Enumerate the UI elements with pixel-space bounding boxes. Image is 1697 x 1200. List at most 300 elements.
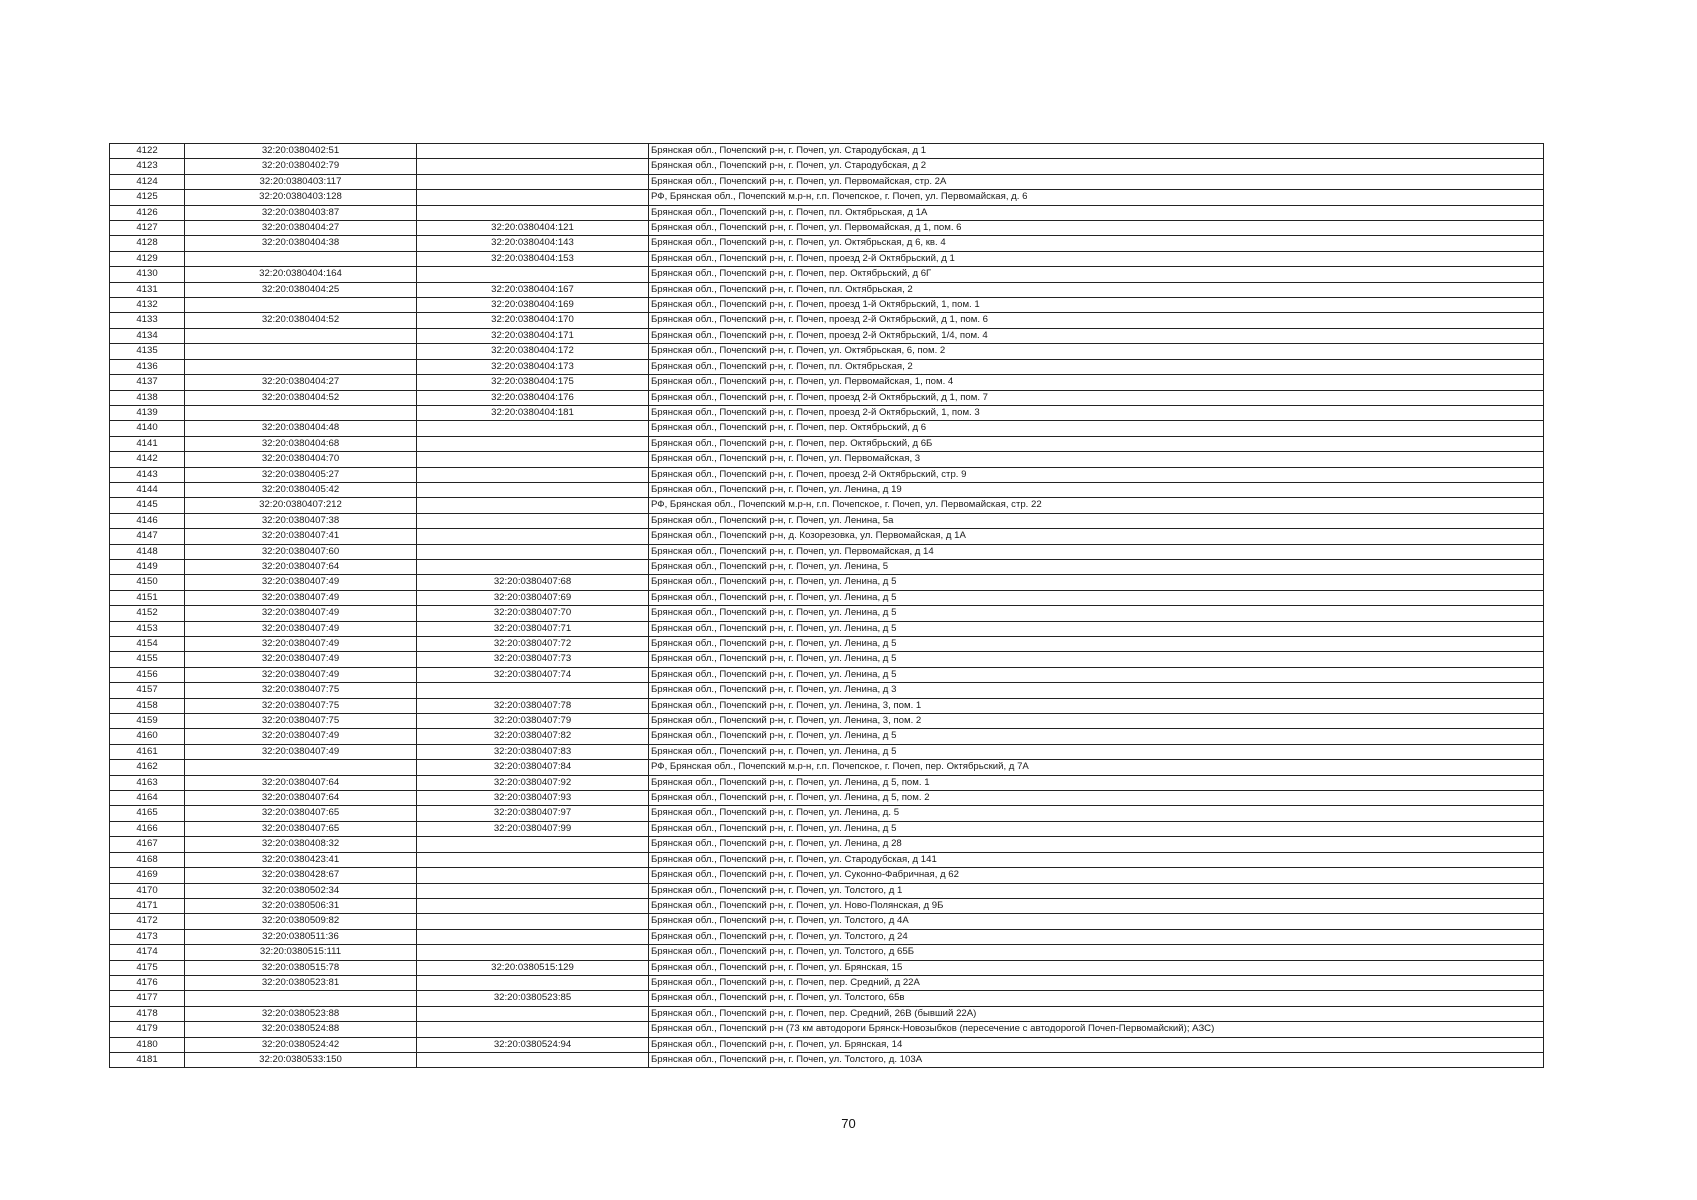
row-number-cell: 4173: [110, 929, 185, 944]
table-row: [110, 729, 1544, 744]
row-number-cell: 4162: [110, 760, 185, 775]
address-cell: Брянская обл., Почепский р-н, г. Почеп, ул. Ленина, 5а: [649, 513, 1544, 528]
cadastral-number-cell: 32:20:0380403:117: [185, 174, 417, 189]
cadastral-number-cell: 32:20:0380407:60: [185, 544, 417, 559]
table-row: [110, 544, 1544, 559]
object-cadastral-number-cell: 32:20:0380407:82: [417, 729, 649, 744]
table-row: [110, 714, 1544, 729]
cadastral-number-cell: 32:20:0380407:64: [185, 775, 417, 790]
table-row: [110, 328, 1544, 343]
table-row: [110, 606, 1544, 621]
table-row: [110, 991, 1544, 1006]
row-number-cell: 4144: [110, 482, 185, 497]
object-cadastral-number-cell: 32:20:0380407:97: [417, 806, 649, 821]
table-row: [110, 760, 1544, 775]
object-cadastral-number-cell: 32:20:0380515:129: [417, 960, 649, 975]
table-row: [110, 945, 1544, 960]
row-number-cell: 4141: [110, 436, 185, 451]
table-row: [110, 775, 1544, 790]
object-cadastral-number-cell: 32:20:0380407:68: [417, 575, 649, 590]
row-number-cell: 4142: [110, 452, 185, 467]
row-number-cell: 4125: [110, 190, 185, 205]
table-row: [110, 960, 1544, 975]
cadastral-number-cell: [185, 328, 417, 343]
address-cell: Брянская обл., Почепский р-н, г. Почеп, ул. Ленина, д 19: [649, 482, 1544, 497]
table-row: [110, 852, 1544, 867]
address-cell: Брянская обл., Почепский р-н, г. Почеп, пл. Октябрьская, 2: [649, 359, 1544, 374]
cadastral-number-cell: 32:20:0380407:49: [185, 667, 417, 682]
table-row: [110, 298, 1544, 313]
object-cadastral-number-cell: [417, 482, 649, 497]
address-cell: Брянская обл., Почепский р-н, г. Почеп, проезд 2-й Октябрьский, д 1: [649, 251, 1544, 266]
row-number-cell: 4161: [110, 744, 185, 759]
row-number-cell: 4143: [110, 467, 185, 482]
cadastral-number-cell: 32:20:0380407:38: [185, 513, 417, 528]
table-row: [110, 1037, 1544, 1052]
object-cadastral-number-cell: [417, 852, 649, 867]
cadastral-number-cell: 32:20:0380502:34: [185, 883, 417, 898]
address-cell: РФ, Брянская обл., Почепский м.р-н, г.п. Почепское, г. Почеп, пер. Октябрьский, д 7А: [649, 760, 1544, 775]
row-number-cell: 4133: [110, 313, 185, 328]
object-cadastral-number-cell: [417, 929, 649, 944]
object-cadastral-number-cell: 32:20:0380404:169: [417, 298, 649, 313]
table-row: [110, 1022, 1544, 1037]
object-cadastral-number-cell: [417, 205, 649, 220]
object-cadastral-number-cell: 32:20:0380407:74: [417, 667, 649, 682]
row-number-cell: 4175: [110, 960, 185, 975]
table-row: [110, 144, 1544, 159]
cadastral-number-cell: 32:20:0380404:52: [185, 313, 417, 328]
object-cadastral-number-cell: [417, 945, 649, 960]
cadastral-number-cell: 32:20:0380407:75: [185, 698, 417, 713]
object-cadastral-number-cell: 32:20:0380407:79: [417, 714, 649, 729]
object-cadastral-number-cell: 32:20:0380407:99: [417, 821, 649, 836]
address-cell: Брянская обл., Почепский р-н, г. Почеп, проезд 2-й Октябрьский, 1/4, пом. 4: [649, 328, 1544, 343]
address-cell: Брянская обл., Почепский р-н, г. Почеп, проезд 2-й Октябрьский, 1, пом. 3: [649, 405, 1544, 420]
address-cell: Брянская обл., Почепский р-н, г. Почеп, ул. Первомайская, д 1, пом. 6: [649, 221, 1544, 236]
row-number-cell: 4126: [110, 205, 185, 220]
address-cell: Брянская обл., Почепский р-н, г. Почеп, ул. Стародубская, д 141: [649, 852, 1544, 867]
table-row: [110, 529, 1544, 544]
address-cell: Брянская обл., Почепский р-н, д. Козорезовка, ул. Первомайская, д 1А: [649, 529, 1544, 544]
address-cell: Брянская обл., Почепский р-н, г. Почеп, ул. Ленина, д 5: [649, 744, 1544, 759]
table-row: [110, 698, 1544, 713]
object-cadastral-number-cell: 32:20:0380404:173: [417, 359, 649, 374]
table-row: [110, 513, 1544, 528]
object-cadastral-number-cell: [417, 513, 649, 528]
table-row: [110, 914, 1544, 929]
table-row: [110, 652, 1544, 667]
row-number-cell: 4156: [110, 667, 185, 682]
row-number-cell: 4155: [110, 652, 185, 667]
row-number-cell: 4154: [110, 637, 185, 652]
table-row: [110, 744, 1544, 759]
table-row: [110, 221, 1544, 236]
cadastral-number-cell: 32:20:0380407:75: [185, 714, 417, 729]
cadastral-number-cell: 32:20:0380404:27: [185, 221, 417, 236]
cadastral-number-cell: 32:20:0380423:41: [185, 852, 417, 867]
row-number-cell: 4179: [110, 1022, 185, 1037]
object-cadastral-number-cell: 32:20:0380404:175: [417, 375, 649, 390]
address-cell: Брянская обл., Почепский р-н, г. Почеп, ул. Ленина, д 5: [649, 606, 1544, 621]
object-cadastral-number-cell: [417, 883, 649, 898]
table-row: [110, 837, 1544, 852]
table-row: [110, 559, 1544, 574]
cadastral-number-cell: 32:20:0380524:88: [185, 1022, 417, 1037]
row-number-cell: 4150: [110, 575, 185, 590]
cadastral-number-cell: 32:20:0380407:49: [185, 575, 417, 590]
table-row: [110, 390, 1544, 405]
row-number-cell: 4127: [110, 221, 185, 236]
row-number-cell: 4178: [110, 1006, 185, 1021]
row-number-cell: 4129: [110, 251, 185, 266]
row-number-cell: 4147: [110, 529, 185, 544]
cadastral-number-cell: 32:20:0380403:87: [185, 205, 417, 220]
object-cadastral-number-cell: [417, 467, 649, 482]
address-cell: Брянская обл., Почепский р-н, г. Почеп, ул. Октябрьская, 6, пом. 2: [649, 344, 1544, 359]
cadastral-number-cell: 32:20:0380404:25: [185, 282, 417, 297]
row-number-cell: 4166: [110, 821, 185, 836]
table-row: [110, 883, 1544, 898]
row-number-cell: 4123: [110, 159, 185, 174]
table-row: [110, 421, 1544, 436]
cadastral-number-cell: 32:20:0380404:48: [185, 421, 417, 436]
address-cell: Брянская обл., Почепский р-н, г. Почеп, ул. Ленина, д 5, пом. 1: [649, 775, 1544, 790]
table-row: [110, 174, 1544, 189]
object-cadastral-number-cell: 32:20:0380407:83: [417, 744, 649, 759]
address-cell: Брянская обл., Почепский р-н, г. Почеп, ул. Брянская, 14: [649, 1037, 1544, 1052]
row-number-cell: 4149: [110, 559, 185, 574]
cadastral-number-cell: 32:20:0380404:70: [185, 452, 417, 467]
row-number-cell: 4165: [110, 806, 185, 821]
cadastral-number-cell: 32:20:0380533:150: [185, 1052, 417, 1067]
object-cadastral-number-cell: [417, 452, 649, 467]
row-number-cell: 4148: [110, 544, 185, 559]
row-number-cell: 4158: [110, 698, 185, 713]
object-cadastral-number-cell: 32:20:0380404:143: [417, 236, 649, 251]
table-row: [110, 575, 1544, 590]
cadastral-number-cell: 32:20:0380407:49: [185, 744, 417, 759]
row-number-cell: 4172: [110, 914, 185, 929]
address-cell: Брянская обл., Почепский р-н, г. Почеп, ул. Ленина, 5: [649, 559, 1544, 574]
registry-table: [109, 143, 1544, 1068]
object-cadastral-number-cell: [417, 159, 649, 174]
registry-body: [110, 144, 1544, 1068]
table-row: [110, 190, 1544, 205]
cadastral-number-cell: [185, 760, 417, 775]
address-cell: Брянская обл., Почепский р-н, г. Почеп, ул. Ленина, 3, пом. 2: [649, 714, 1544, 729]
row-number-cell: 4169: [110, 868, 185, 883]
cadastral-number-cell: 32:20:0380405:42: [185, 482, 417, 497]
table-row: [110, 868, 1544, 883]
row-number-cell: 4135: [110, 344, 185, 359]
table-row: [110, 821, 1544, 836]
object-cadastral-number-cell: 32:20:0380407:84: [417, 760, 649, 775]
address-cell: Брянская обл., Почепский р-н, г. Почеп, ул. Ленина, д 3: [649, 683, 1544, 698]
row-number-cell: 4159: [110, 714, 185, 729]
address-cell: Брянская обл., Почепский р-н, г. Почеп, пл. Октябрьская, д 1А: [649, 205, 1544, 220]
address-cell: Брянская обл., Почепский р-н, г. Почеп, ул. Толстого, 65в: [649, 991, 1544, 1006]
object-cadastral-number-cell: [417, 421, 649, 436]
table-row: [110, 637, 1544, 652]
object-cadastral-number-cell: [417, 914, 649, 929]
address-cell: Брянская обл., Почепский р-н, г. Почеп, ул. Толстого, д 4А: [649, 914, 1544, 929]
object-cadastral-number-cell: [417, 529, 649, 544]
row-number-cell: 4171: [110, 898, 185, 913]
row-number-cell: 4157: [110, 683, 185, 698]
table-row: [110, 898, 1544, 913]
row-number-cell: 4130: [110, 267, 185, 282]
cadastral-number-cell: 32:20:0380407:41: [185, 529, 417, 544]
table-row: [110, 375, 1544, 390]
cadastral-number-cell: 32:20:0380509:82: [185, 914, 417, 929]
address-cell: Брянская обл., Почепский р-н, г. Почеп, ул. Ленина, д 5: [649, 637, 1544, 652]
address-cell: Брянская обл., Почепский р-н, г. Почеп, проезд 2-й Октябрьский, д 1, пом. 6: [649, 313, 1544, 328]
object-cadastral-number-cell: [417, 683, 649, 698]
row-number-cell: 4153: [110, 621, 185, 636]
cadastral-number-cell: 32:20:0380515:111: [185, 945, 417, 960]
row-number-cell: 4170: [110, 883, 185, 898]
address-cell: Брянская обл., Почепский р-н, г. Почеп, ул. Ленина, д 5: [649, 821, 1544, 836]
object-cadastral-number-cell: 32:20:0380407:73: [417, 652, 649, 667]
cadastral-number-cell: 32:20:0380408:32: [185, 837, 417, 852]
object-cadastral-number-cell: 32:20:0380404:167: [417, 282, 649, 297]
table-row: [110, 205, 1544, 220]
address-cell: Брянская обл., Почепский р-н, г. Почеп, пер. Средний, д 22А: [649, 975, 1544, 990]
address-cell: Брянская обл., Почепский р-н, г. Почеп, проезд 1-й Октябрьский, 1, пом. 1: [649, 298, 1544, 313]
cadastral-number-cell: 32:20:0380407:49: [185, 590, 417, 605]
address-cell: Брянская обл., Почепский р-н, г. Почеп, ул. Первомайская, 1, пом. 4: [649, 375, 1544, 390]
cadastral-number-cell: 32:20:0380506:31: [185, 898, 417, 913]
row-number-cell: 4132: [110, 298, 185, 313]
row-number-cell: 4139: [110, 405, 185, 420]
address-cell: Брянская обл., Почепский р-н, г. Почеп, ул. Ленина, д 5: [649, 590, 1544, 605]
cadastral-number-cell: 32:20:0380404:52: [185, 390, 417, 405]
cadastral-number-cell: [185, 344, 417, 359]
address-cell: Брянская обл., Почепский р-н, г. Почеп, пер. Октябрьский, д 6: [649, 421, 1544, 436]
row-number-cell: 4138: [110, 390, 185, 405]
table-row: [110, 667, 1544, 682]
table-row: [110, 482, 1544, 497]
object-cadastral-number-cell: [417, 898, 649, 913]
cadastral-number-cell: 32:20:0380405:27: [185, 467, 417, 482]
table-row: [110, 405, 1544, 420]
address-cell: Брянская обл., Почепский р-н, г. Почеп, ул. Суконно-Фабричная, д 62: [649, 868, 1544, 883]
address-cell: РФ, Брянская обл., Почепский м.р-н, г.п. Почепское, г. Почеп, ул. Первомайская, д. 6: [649, 190, 1544, 205]
cadastral-number-cell: 32:20:0380523:88: [185, 1006, 417, 1021]
address-cell: Брянская обл., Почепский р-н, г. Почеп, ул. Ленина, д. 5: [649, 806, 1544, 821]
address-cell: Брянская обл., Почепский р-н, г. Почеп, ул. Стародубская, д 2: [649, 159, 1544, 174]
object-cadastral-number-cell: [417, 1022, 649, 1037]
table-row: [110, 975, 1544, 990]
address-cell: Брянская обл., Почепский р-н, г. Почеп, ул. Ленина, д 5: [649, 621, 1544, 636]
cadastral-number-cell: 32:20:0380515:78: [185, 960, 417, 975]
address-cell: Брянская обл., Почепский р-н, г. Почеп, пл. Октябрьская, 2: [649, 282, 1544, 297]
address-cell: Брянская обл., Почепский р-н, г. Почеп, ул. Стародубская, д 1: [649, 144, 1544, 159]
page-number: 70: [841, 1116, 856, 1131]
row-number-cell: 4134: [110, 328, 185, 343]
row-number-cell: 4124: [110, 174, 185, 189]
row-number-cell: 4151: [110, 590, 185, 605]
address-cell: Брянская обл., Почепский р-н, г. Почеп, ул. Толстого, д. 103А: [649, 1052, 1544, 1067]
cadastral-number-cell: 32:20:0380407:65: [185, 806, 417, 821]
cadastral-number-cell: [185, 991, 417, 1006]
object-cadastral-number-cell: 32:20:0380404:172: [417, 344, 649, 359]
table-row: [110, 236, 1544, 251]
table-row: [110, 1052, 1544, 1067]
cadastral-number-cell: [185, 405, 417, 420]
cadastral-number-cell: 32:20:0380407:49: [185, 606, 417, 621]
table-row: [110, 806, 1544, 821]
row-number-cell: 4177: [110, 991, 185, 1006]
row-number-cell: 4122: [110, 144, 185, 159]
row-number-cell: 4168: [110, 852, 185, 867]
cadastral-number-cell: 32:20:0380407:75: [185, 683, 417, 698]
object-cadastral-number-cell: [417, 498, 649, 513]
row-number-cell: 4145: [110, 498, 185, 513]
cadastral-number-cell: 32:20:0380403:128: [185, 190, 417, 205]
row-number-cell: 4176: [110, 975, 185, 990]
address-cell: Брянская обл., Почепский р-н, г. Почеп, проезд 2-й Октябрьский, стр. 9: [649, 467, 1544, 482]
row-number-cell: 4163: [110, 775, 185, 790]
row-number-cell: 4181: [110, 1052, 185, 1067]
object-cadastral-number-cell: 32:20:0380524:94: [417, 1037, 649, 1052]
row-number-cell: 4136: [110, 359, 185, 374]
address-cell: Брянская обл., Почепский р-н, г. Почеп, ул. Первомайская, д 14: [649, 544, 1544, 559]
address-cell: Брянская обл., Почепский р-н, г. Почеп, пер. Октябрьский, д 6Г: [649, 267, 1544, 282]
cadastral-number-cell: 32:20:0380404:38: [185, 236, 417, 251]
cadastral-number-cell: 32:20:0380407:49: [185, 652, 417, 667]
cadastral-number-cell: 32:20:0380404:68: [185, 436, 417, 451]
table-row: [110, 282, 1544, 297]
row-number-cell: 4137: [110, 375, 185, 390]
cadastral-number-cell: [185, 298, 417, 313]
object-cadastral-number-cell: 32:20:0380404:181: [417, 405, 649, 420]
object-cadastral-number-cell: 32:20:0380407:72: [417, 637, 649, 652]
cadastral-number-cell: [185, 359, 417, 374]
address-cell: Брянская обл., Почепский р-н, г. Почеп, ул. Ленина, д 5: [649, 729, 1544, 744]
object-cadastral-number-cell: [417, 837, 649, 852]
object-cadastral-number-cell: [417, 190, 649, 205]
address-cell: Брянская обл., Почепский р-н, г. Почеп, ул. Октябрьская, д 6, кв. 4: [649, 236, 1544, 251]
cadastral-number-cell: 32:20:0380524:42: [185, 1037, 417, 1052]
address-cell: Брянская обл., Почепский р-н, г. Почеп, ул. Первомайская, стр. 2А: [649, 174, 1544, 189]
address-cell: Брянская обл., Почепский р-н, г. Почеп, ул. Ленина, д 5: [649, 575, 1544, 590]
address-cell: Брянская обл., Почепский р-н (73 км автодороги Брянск-Новозыбков (пересечение с автодорогой Почеп-Первомайский); АЗС): [649, 1022, 1544, 1037]
object-cadastral-number-cell: [417, 544, 649, 559]
cadastral-number-cell: 32:20:0380407:65: [185, 821, 417, 836]
table-row: [110, 313, 1544, 328]
address-cell: Брянская обл., Почепский р-н, г. Почеп, ул. Ленина, д 5, пом. 2: [649, 791, 1544, 806]
table-row: [110, 452, 1544, 467]
address-cell: Брянская обл., Почепский р-н, г. Почеп, пер. Октябрьский, д 6Б: [649, 436, 1544, 451]
address-cell: Брянская обл., Почепский р-н, г. Почеп, ул. Ленина, д 5: [649, 667, 1544, 682]
table-row: [110, 498, 1544, 513]
table-row: [110, 251, 1544, 266]
cadastral-number-cell: 32:20:0380407:49: [185, 637, 417, 652]
row-number-cell: 4164: [110, 791, 185, 806]
cadastral-number-cell: 32:20:0380407:212: [185, 498, 417, 513]
address-cell: Брянская обл., Почепский р-н, г. Почеп, проезд 2-й Октябрьский, д 1, пом. 7: [649, 390, 1544, 405]
address-cell: Брянская обл., Почепский р-н, г. Почеп, ул. Первомайская, 3: [649, 452, 1544, 467]
object-cadastral-number-cell: [417, 868, 649, 883]
object-cadastral-number-cell: [417, 267, 649, 282]
object-cadastral-number-cell: 32:20:0380407:92: [417, 775, 649, 790]
table-row: [110, 467, 1544, 482]
address-cell: Брянская обл., Почепский р-н, г. Почеп, ул. Ленина, д 28: [649, 837, 1544, 852]
address-cell: Брянская обл., Почепский р-н, г. Почеп, ул. Брянская, 15: [649, 960, 1544, 975]
cadastral-number-cell: 32:20:0380407:49: [185, 729, 417, 744]
object-cadastral-number-cell: 32:20:0380404:153: [417, 251, 649, 266]
object-cadastral-number-cell: 32:20:0380407:70: [417, 606, 649, 621]
row-number-cell: 4131: [110, 282, 185, 297]
row-number-cell: 4167: [110, 837, 185, 852]
cadastral-number-cell: 32:20:0380407:64: [185, 559, 417, 574]
row-number-cell: 4160: [110, 729, 185, 744]
cadastral-number-cell: 32:20:0380407:64: [185, 791, 417, 806]
table-row: [110, 267, 1544, 282]
cadastral-number-cell: 32:20:0380402:51: [185, 144, 417, 159]
address-cell: Брянская обл., Почепский р-н, г. Почеп, ул. Ленина, д 5: [649, 652, 1544, 667]
object-cadastral-number-cell: 32:20:0380407:93: [417, 791, 649, 806]
object-cadastral-number-cell: 32:20:0380404:170: [417, 313, 649, 328]
cadastral-number-cell: [185, 251, 417, 266]
table-row: [110, 359, 1544, 374]
object-cadastral-number-cell: 32:20:0380407:69: [417, 590, 649, 605]
object-cadastral-number-cell: 32:20:0380407:78: [417, 698, 649, 713]
table-row: [110, 791, 1544, 806]
object-cadastral-number-cell: [417, 975, 649, 990]
cadastral-number-cell: 32:20:0380511:36: [185, 929, 417, 944]
address-cell: Брянская обл., Почепский р-н, г. Почеп, ул. Толстого, д 1: [649, 883, 1544, 898]
object-cadastral-number-cell: 32:20:0380404:171: [417, 328, 649, 343]
object-cadastral-number-cell: [417, 174, 649, 189]
object-cadastral-number-cell: [417, 559, 649, 574]
table-row: [110, 1006, 1544, 1021]
object-cadastral-number-cell: [417, 1052, 649, 1067]
object-cadastral-number-cell: 32:20:0380404:176: [417, 390, 649, 405]
table-row: [110, 621, 1544, 636]
table-row: [110, 590, 1544, 605]
row-number-cell: 4128: [110, 236, 185, 251]
object-cadastral-number-cell: [417, 1006, 649, 1021]
row-number-cell: 4146: [110, 513, 185, 528]
table-row: [110, 159, 1544, 174]
address-cell: Брянская обл., Почепский р-н, г. Почеп, пер. Средний, 26В (бывший 22А): [649, 1006, 1544, 1021]
object-cadastral-number-cell: 32:20:0380523:85: [417, 991, 649, 1006]
table-row: [110, 929, 1544, 944]
object-cadastral-number-cell: [417, 144, 649, 159]
cadastral-number-cell: 32:20:0380404:27: [185, 375, 417, 390]
address-cell: Брянская обл., Почепский р-н, г. Почеп, ул. Толстого, д 24: [649, 929, 1544, 944]
row-number-cell: 4140: [110, 421, 185, 436]
address-cell: РФ, Брянская обл., Почепский м.р-н, г.п. Почепское, г. Почеп, ул. Первомайская, стр. 22: [649, 498, 1544, 513]
cadastral-number-cell: 32:20:0380404:164: [185, 267, 417, 282]
cadastral-number-cell: 32:20:0380407:49: [185, 621, 417, 636]
table-row: [110, 344, 1544, 359]
cadastral-number-cell: 32:20:0380428:67: [185, 868, 417, 883]
table-row: [110, 436, 1544, 451]
address-cell: Брянская обл., Почепский р-н, г. Почеп, ул. Ленина, 3, пом. 1: [649, 698, 1544, 713]
object-cadastral-number-cell: 32:20:0380407:71: [417, 621, 649, 636]
object-cadastral-number-cell: 32:20:0380404:121: [417, 221, 649, 236]
address-cell: Брянская обл., Почепский р-н, г. Почеп, ул. Толстого, д 65Б: [649, 945, 1544, 960]
table-row: [110, 683, 1544, 698]
cadastral-number-cell: 32:20:0380523:81: [185, 975, 417, 990]
address-cell: Брянская обл., Почепский р-н, г. Почеп, ул. Ново-Полянская, д 9Б: [649, 898, 1544, 913]
row-number-cell: 4174: [110, 945, 185, 960]
cadastral-number-cell: 32:20:0380402:79: [185, 159, 417, 174]
